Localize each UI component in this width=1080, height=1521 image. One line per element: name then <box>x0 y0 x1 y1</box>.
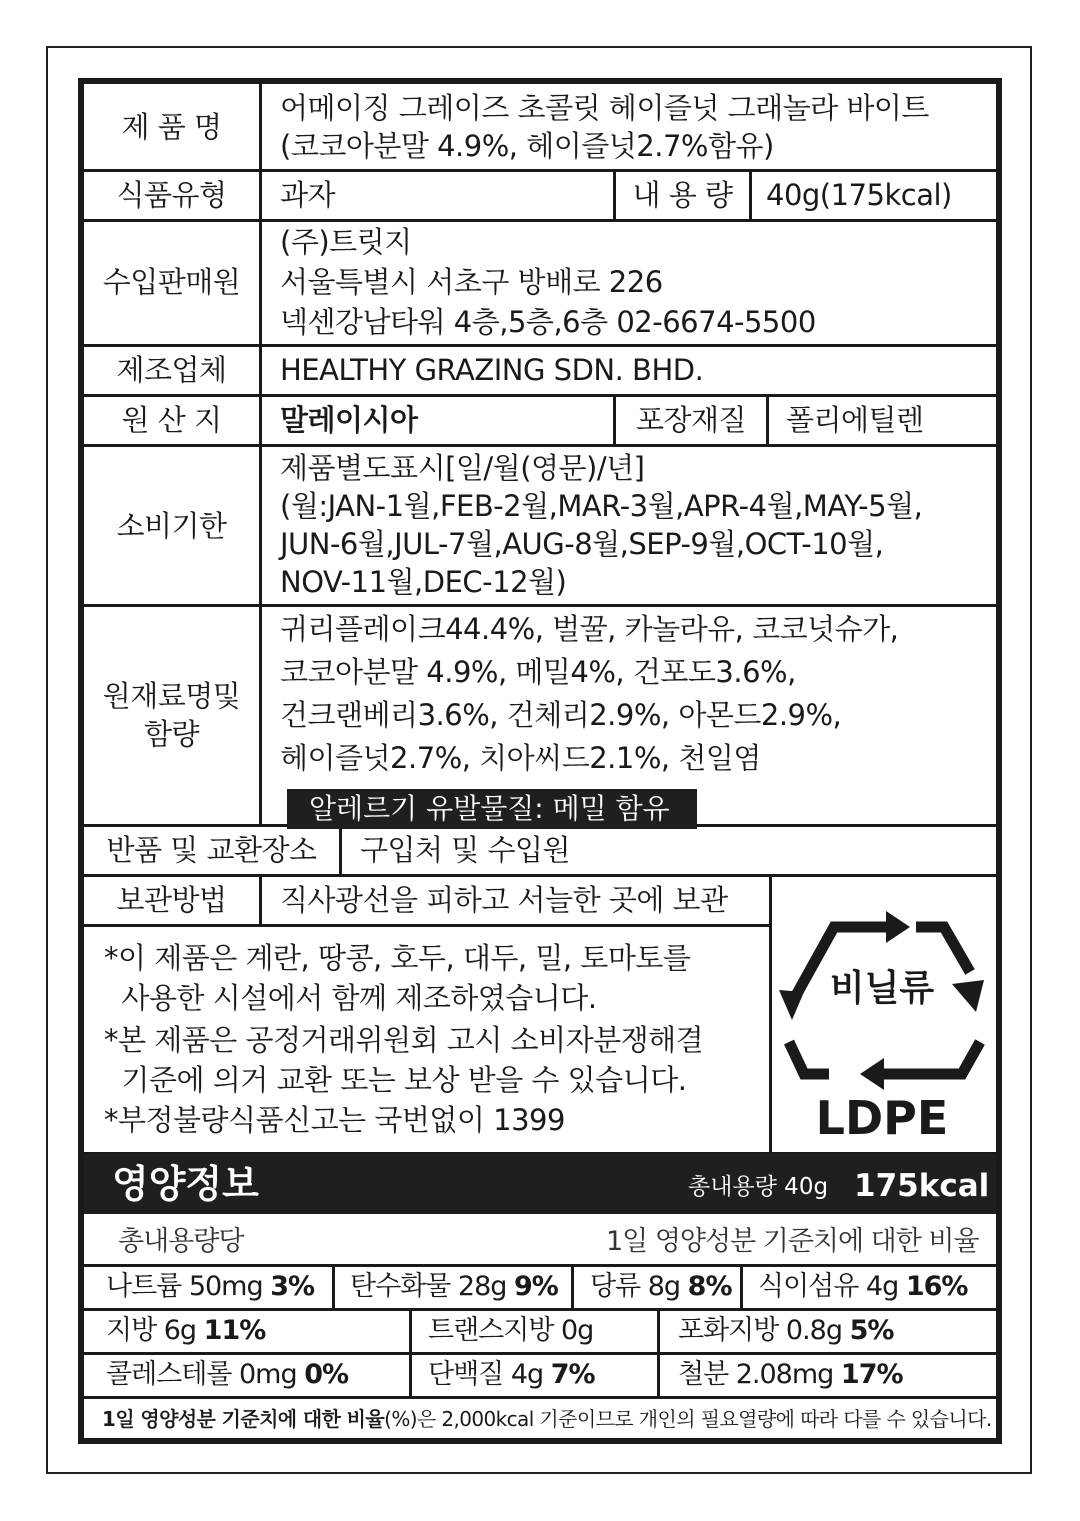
content-value: 40g(175kcal) <box>766 178 952 212</box>
row-divider <box>84 169 996 172</box>
nutrient-fat: 지방 6g 11% <box>106 1315 266 1346</box>
importer-line3: 넥센강남타워 4층,5층,6층 02-6674-5500 <box>280 305 816 339</box>
col-divider <box>259 84 262 824</box>
nutrition-per-label: 총내용량당 <box>118 1226 244 1257</box>
notice-line5: *부정불량식품신고는 국번없이 1399 <box>104 1103 565 1137</box>
notice-line2: 사용한 시설에서 함께 제조하였습니다. <box>104 981 597 1015</box>
row-divider <box>84 394 996 397</box>
nutrient-cholesterol: 콜레스테롤 0mg 0% <box>106 1359 349 1390</box>
nutrition-divider <box>84 1308 996 1311</box>
nutrition-total-kcal: 175kcal <box>854 1168 990 1204</box>
col-divider <box>769 874 772 1152</box>
row-divider <box>84 444 996 447</box>
product-name-line2: (코코아분말 4.9%, 헤이즐넛2.7%함유) <box>280 129 774 163</box>
recycle-icon <box>774 892 990 1142</box>
nutrition-total-label: 총내용량 40g <box>688 1174 829 1200</box>
nutrition-divider <box>84 1396 996 1399</box>
nutrition-col-divider <box>332 1264 335 1308</box>
food-type-label: 식품유형 <box>116 178 227 212</box>
row-divider <box>84 604 996 607</box>
expiry-line3: JUN-6월,JUL-7월,AUG-8월,SEP-9월,OCT-10월, <box>280 527 884 561</box>
allergy-text: 알레르기 유발물질: 메밀 함유 <box>309 792 670 825</box>
packaging-label: 포장재질 <box>635 403 747 437</box>
manufacturer-label: 제조업체 <box>116 353 227 387</box>
food-type-value: 과자 <box>280 178 336 212</box>
ingredients-label-line2: 함량 <box>143 717 200 751</box>
nutrition-divider <box>84 1264 996 1267</box>
row-divider <box>84 874 996 877</box>
returns-value: 구입처 및 수입원 <box>360 833 571 867</box>
ingredients-label-line1: 원재료명및 <box>102 679 241 713</box>
nutrition-col-divider <box>657 1308 660 1396</box>
nutrient-sugars: 당류 8g 8% <box>590 1271 732 1302</box>
nutrition-footnote: 1일 영양성분 기준치에 대한 비율(%)은 2,000kcal 기준이므로 개인의 필요열량에 따라 다를 수 있습니다. <box>102 1407 992 1431</box>
col-divider <box>766 394 769 444</box>
nutrient-fiber: 식이섬유 4g 16% <box>758 1271 968 1302</box>
nutrition-title: 영양정보 <box>112 1162 259 1206</box>
importer-line2: 서울특별시 서초구 방배로 226 <box>280 265 663 299</box>
ingredients-line2: 코코아분말 4.9%, 메밀4%, 건포도3.6%, <box>280 655 796 689</box>
returns-label: 반품 및 교환장소 <box>106 833 317 867</box>
ingredients-line3: 건크랜베리3.6%, 건체리2.9%, 아몬드2.9%, <box>280 698 842 732</box>
col-divider <box>339 824 342 874</box>
recycle-material: LDPE <box>815 1091 949 1142</box>
storage-value: 직사광선을 피하고 서늘한 곳에 보관 <box>280 883 728 917</box>
nutrient-saturated-fat: 포화지방 0.8g 5% <box>678 1315 894 1346</box>
importer-line1: (주)트릿지 <box>280 225 412 259</box>
expiry-line4: NOV-11월,DEC-12월) <box>280 565 567 599</box>
nutrient-iron: 철분 2.08mg 17% <box>678 1359 903 1390</box>
nutrient-sodium: 나트륨 50mg 3% <box>106 1271 315 1302</box>
nutrient-trans-fat: 트랜스지방 0g <box>428 1315 594 1346</box>
expiry-line2: (월:JAN-1월,FEB-2월,MAR-3월,APR-4월,MAY-5월, <box>280 489 923 523</box>
nutrition-divider <box>84 1352 996 1355</box>
col-divider <box>259 874 262 924</box>
notice-line1: *이 제품은 계란, 땅콩, 호두, 대두, 밀, 토마토를 <box>104 941 691 975</box>
nutrition-daily-label: 1일 영양성분 기준치에 대한 비율 <box>606 1226 979 1257</box>
row-divider <box>84 924 769 927</box>
product-name-label: 제 품 명 <box>121 110 222 144</box>
origin-label: 원 산 지 <box>121 403 222 437</box>
storage-label: 보관방법 <box>116 883 227 917</box>
recycle-text: 비닐류 <box>829 968 935 1009</box>
expiry-label: 소비기한 <box>116 509 227 543</box>
ingredients-line1: 귀리플레이크44.4%, 벌꿀, 카놀라유, 코코넛슈가, <box>280 612 899 646</box>
nutrition-col-divider <box>571 1264 574 1308</box>
content-label: 내 용 량 <box>632 178 733 212</box>
nutrient-carbohydrate: 탄수화물 28g 9% <box>350 1271 558 1302</box>
nutrition-col-divider <box>409 1308 412 1396</box>
importer-label: 수입판매원 <box>102 265 241 299</box>
notice-line3: *본 제품은 공정거래위원회 고시 소비자분쟁해결 <box>104 1023 704 1057</box>
nutrition-col-divider <box>740 1264 743 1308</box>
row-divider <box>84 344 996 347</box>
manufacturer-value: HEALTHY GRAZING SDN. BHD. <box>280 353 704 387</box>
row-divider <box>84 219 996 222</box>
product-name-line1: 어메이징 그레이즈 초콜릿 헤이즐넛 그래놀라 바이트 <box>280 91 929 125</box>
expiry-line1: 제품별도표시[일/월(영문)/년] <box>280 451 645 485</box>
col-divider <box>749 169 752 219</box>
ingredients-line4: 헤이즐넛2.7%, 치아씨드2.1%, 천일염 <box>280 741 761 775</box>
notice-line4: 기준에 의거 교환 또는 보상 받을 수 있습니다. <box>104 1063 687 1097</box>
packaging-value: 폴리에틸렌 <box>786 403 924 437</box>
allergy-banner <box>287 789 697 829</box>
origin-value: 말레이시아 <box>280 403 418 437</box>
food-label <box>78 78 1002 1444</box>
nutrient-protein: 단백질 4g 7% <box>428 1359 595 1390</box>
